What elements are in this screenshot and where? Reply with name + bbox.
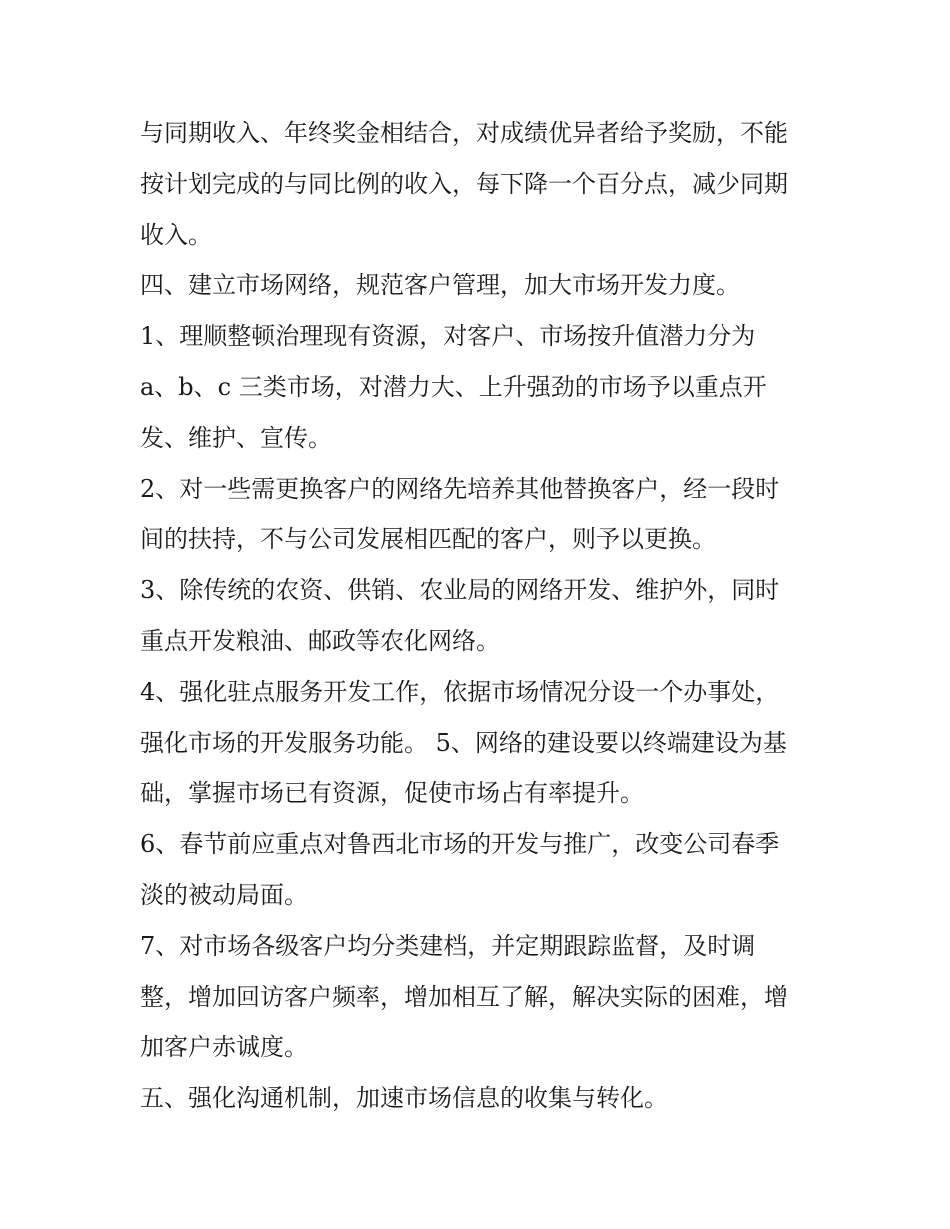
- section-heading: 四、建立市场网络，规范客户管理，加大市场开发力度。: [140, 271, 740, 300]
- text-line: a、b、c 三类市场，对潜力大、上升强劲的市场予以重点开: [140, 372, 767, 401]
- text-line: 2、对一些需更换客户的网络先培养其他替换客户，经一段时: [140, 474, 780, 503]
- text-line: 间的扶持，不与公司发展相匹配的客户，则予以更换。: [140, 525, 716, 554]
- text-line: 淡的被动局面。: [140, 880, 308, 909]
- text-line: 发、维护、宣传。: [140, 423, 332, 452]
- text-line: 按计划完成的与同比例的收入，每下降一个百分点，减少同期: [140, 169, 788, 198]
- text-line: 础，掌握市场已有资源，促使市场占有率提升。: [140, 779, 644, 808]
- text-line: 加客户赤诚度。: [140, 1033, 308, 1062]
- text-line: 强化市场的开发服务功能。 5、网络的建设要以终端建设为基: [140, 728, 787, 757]
- text-line: 1、理顺整顿治理现有资源，对客户、市场按升值潜力分为: [140, 322, 756, 351]
- text-line: 6、春节前应重点对鲁西北市场的开发与推广，改变公司春季: [140, 830, 780, 859]
- text-line: 整，增加回访客户频率，增加相互了解，解决实际的困难，增: [140, 982, 788, 1011]
- text-line: 3、除传统的农资、供销、农业局的网络开发、维护外，同时: [140, 576, 780, 605]
- section-heading: 五、强化沟通机制，加速市场信息的收集与转化。: [140, 1084, 668, 1113]
- text-line: 与同期收入、年终奖金相结合，对成绩优异者给予奖励，不能: [140, 119, 788, 147]
- text-line: 4、强化驻点服务开发工作，依据市场情况分设一个办事处，: [140, 677, 780, 706]
- text-line: 收入。: [140, 220, 212, 249]
- text-line: 7、对市场各级客户均分类建档，并定期跟踪监督，及时调: [140, 931, 756, 960]
- body-text: [140, 108, 820, 1124]
- text-line: 重点开发粮油、邮政等农化网络。: [140, 626, 500, 655]
